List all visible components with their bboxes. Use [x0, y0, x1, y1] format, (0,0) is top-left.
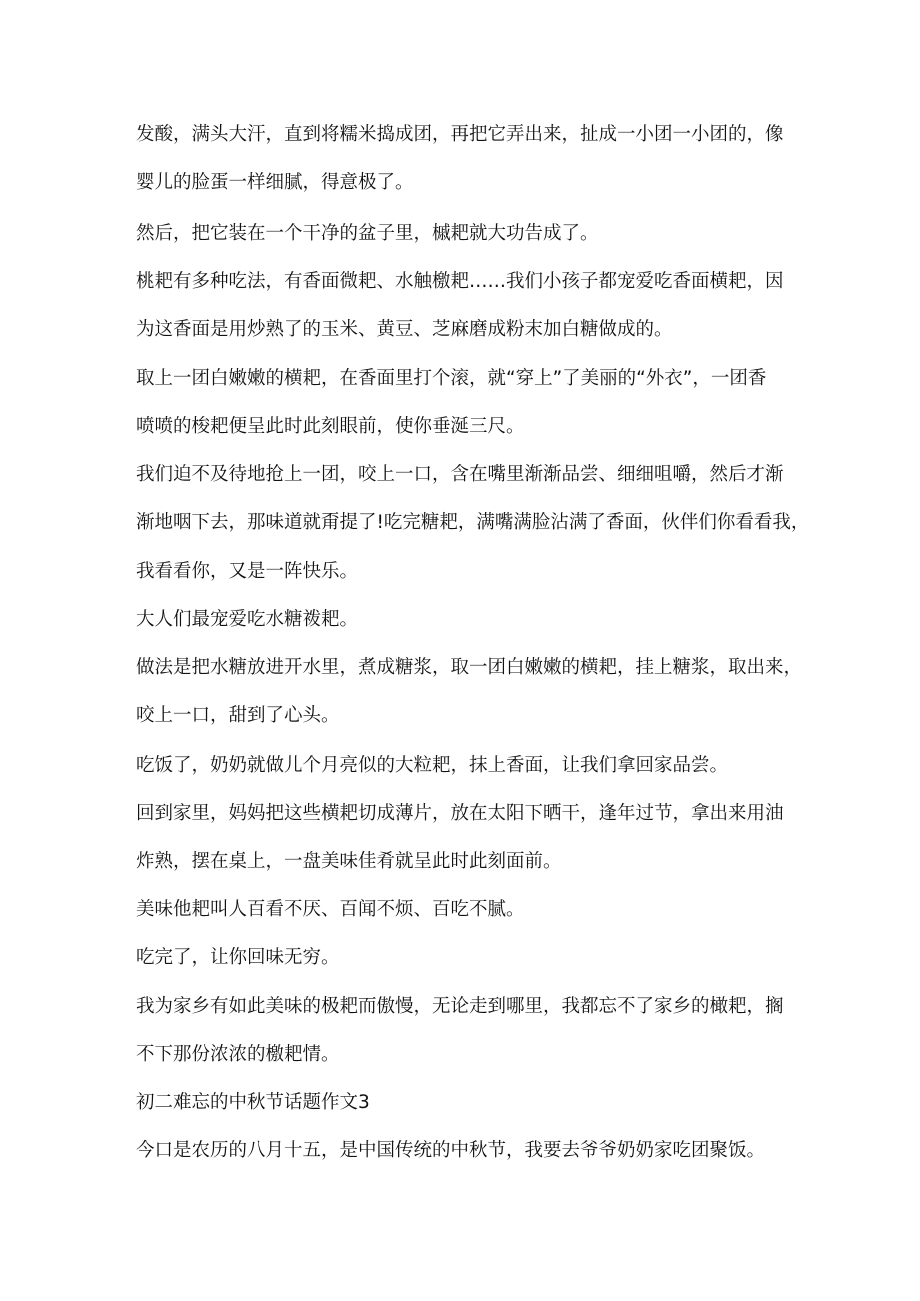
text-line: 我为家乡有如此美味的极耙而傲慢，无论走到哪里，我都忘不了家乡的橄耙，搁	[136, 996, 784, 1017]
text-line: 吃饭了，奶奶就做儿个月亮似的大粒耙，抹上香面，让我们拿回家品尝。	[136, 755, 729, 776]
text-line: 取上一团白嫩嫩的横耙，在香面里打个滚，就“穿上”了美丽的“外衣”，一团香	[136, 368, 767, 389]
text-line: 发酸，满头大汗，直到将糯米捣成团，再把它弄出来，扯成一小团一小团的，像	[136, 124, 784, 145]
text-line: 我看看你，又是一阵快乐。	[136, 561, 359, 582]
text-line: 做法是把水糖放进开水里，煮成糖浆，取一团白嫩嫩的横耙，挂上糖浆，取出来，	[136, 657, 803, 678]
text-line: 为这香面是用炒熟了的玉米、黄豆、芝麻磨成粉末加白糖做成的。	[136, 319, 673, 340]
text-line: 然后，把它装在一个干净的盆子里，槭耙就大功告成了。	[136, 223, 599, 244]
text-line: 不下那份浓浓的檄耙情。	[136, 1044, 340, 1065]
text-line: 大人们最宠爱吃水糖袯耙。	[136, 609, 359, 630]
text-line: 婴儿的脸蛋一样细腻，得意极了。	[136, 172, 414, 193]
text-line: 今口是农历的八月十五，是中国传统的中秋节，我要去爷爷奶奶家吃团聚饭。	[136, 1140, 766, 1161]
text-line: 炸熟，摆在桌上，一盘美味佳肴就呈此时此刻面前。	[136, 851, 562, 872]
text-line: 回到家里，妈妈把这些横耙切成薄片，放在太阳下晒干，逢年过节，拿出来用油	[136, 803, 784, 824]
text-line: 咬上一口，甜到了心头。	[136, 705, 340, 726]
text-line: 渐地咽下去，那味道就甭提了!吃完糖耙，满嘴满脸沾满了香面，伙伴们你看看我，	[136, 512, 810, 533]
text-line: 我们迫不及待地抢上一团，咬上一口，含在嘴里渐渐品尝、细细咀嚼，然后才渐	[136, 464, 784, 485]
text-line: 喷喷的梭耙便呈此时此刻眼前，使你垂涎三尺。	[136, 416, 525, 437]
text-line: 桃耙有多种吃法，有香面微耙、水触檄耙……我们小孩子都宠爱吃香面横耙，因	[136, 271, 784, 292]
text-line: 美味他耙叫人百看不厌、百闻不烦、百吃不腻。	[136, 899, 525, 920]
text-line: 吃完了，让你回味无穷。	[136, 947, 340, 968]
section-heading: 初二难忘的中秋节话题作文3	[136, 1092, 370, 1113]
